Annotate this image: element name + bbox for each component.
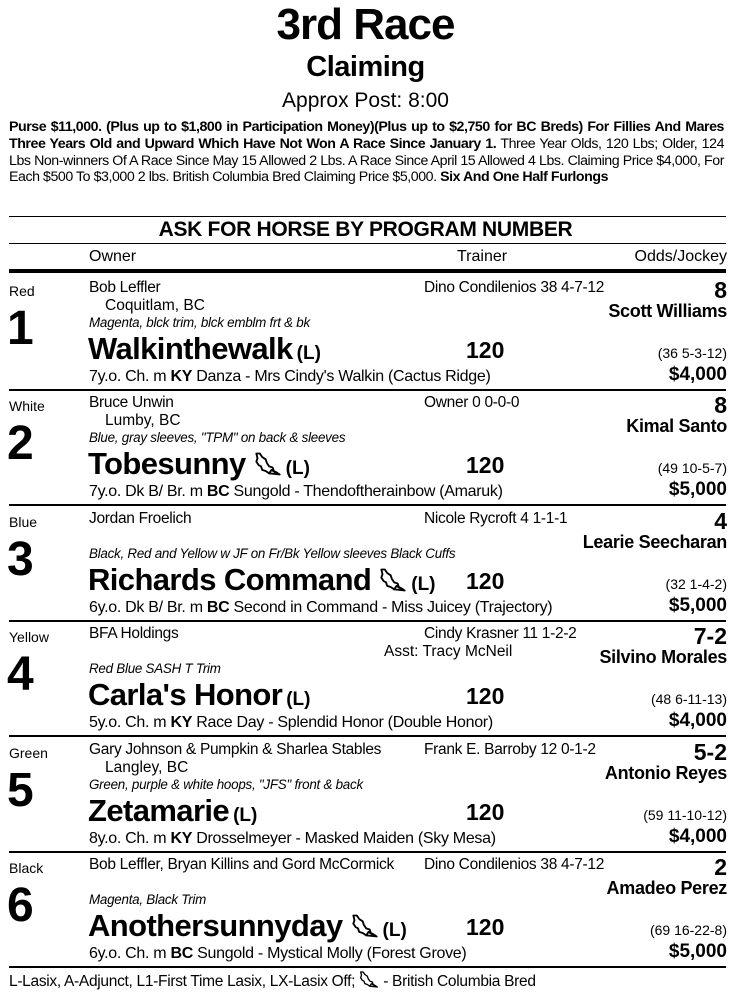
weight: 120 <box>466 452 505 478</box>
pedigree: Danza - Mrs Cindy's Walkin (Cactus Ridge) <box>192 368 491 385</box>
owner-column-header: Owner <box>89 248 137 265</box>
trainer: Dino Condilenios 38 4-7-12 <box>424 856 605 873</box>
entry-divider <box>9 966 726 968</box>
horse-name-text: Tobesunny <box>88 446 246 481</box>
divider <box>9 243 726 244</box>
age-sex: 7y.o. Ch. m <box>89 368 171 385</box>
bc-bred-icon <box>246 446 282 481</box>
silks-description: Magenta, Black Trim <box>89 892 207 907</box>
medication: (L) <box>382 920 407 941</box>
saddlecloth-color: Blue <box>9 514 38 530</box>
weight: 120 <box>466 799 505 825</box>
jockey-record: (32 1-4-2) <box>665 576 727 592</box>
jockey-record: (48 6-11-13) <box>650 691 727 707</box>
trainer: Owner 0 0-0-0 <box>424 394 520 411</box>
pedigree: Drosselmeyer - Masked Maiden (Sky Mesa) <box>192 830 496 847</box>
claiming-price: $4,000 <box>668 826 727 847</box>
weight: 120 <box>466 914 505 940</box>
foaled-state: BC <box>170 945 193 962</box>
saddlecloth-color: Black <box>9 860 44 876</box>
program-number: 3 <box>7 533 34 586</box>
medication-legend: L-Lasix, A-Adjunct, L1-First Time Lasix, LX-Lasix Off; <box>9 973 360 990</box>
jockey-record: (36 5-3-12) <box>657 345 727 361</box>
race-distance: Six And One Half Furlongs <box>440 169 609 186</box>
horse-name-text: Walkinthewalk <box>88 331 293 366</box>
owner-location: Langley, BC <box>105 759 189 776</box>
jockey-name: Scott Williams <box>608 301 727 321</box>
program-number: 6 <box>7 879 34 932</box>
breeding <box>89 829 496 849</box>
foaled-state: KY <box>170 714 193 731</box>
entry-row <box>0 506 731 621</box>
program-number: 1 <box>7 302 34 355</box>
silks-description: Black, Red and Yellow w JF on Fr/Bk Yellow sleeves Black Cuffs <box>89 546 456 561</box>
program-number: 5 <box>7 764 34 817</box>
pedigree: Sungold - Mystical Molly (Forest Grove) <box>192 945 467 962</box>
age-sex: 6y.o. Ch. m <box>89 945 171 962</box>
owner-name: Bob Leffler, Bryan Killins and Gord McCormick <box>89 856 394 873</box>
entry-row <box>0 275 731 390</box>
horse-name-text: Zetamarie <box>88 793 230 828</box>
breeding <box>89 713 493 733</box>
owner-name: Bruce Unwin <box>89 394 174 411</box>
age-sex: 7y.o. Dk B/ Br. m <box>89 483 207 500</box>
bc-bred-legend: - British Columbia Bred <box>379 973 536 990</box>
claiming-price: $4,000 <box>668 710 727 731</box>
foaled-state: KY <box>170 830 193 847</box>
saddlecloth-color: Yellow <box>9 629 49 645</box>
morning-line-odds: 4 <box>714 508 727 534</box>
silks-description: Magenta, blck trim, blck emblm frt & bk <box>89 315 310 330</box>
claiming-price: $5,000 <box>668 595 727 616</box>
claiming-price: $4,000 <box>668 364 727 385</box>
morning-line-odds: 8 <box>714 392 727 418</box>
trainer-column-header: Trainer <box>457 248 508 265</box>
silks-description: Blue, gray sleeves, "TPM" on back & sleeves <box>89 430 346 445</box>
jockey-name: Learie Seecharan <box>582 532 727 552</box>
owner-location: Coquitlam, BC <box>105 297 205 314</box>
entry-row <box>0 390 731 505</box>
horse-name-text: Anothersunnyday <box>88 908 343 943</box>
jockey-record: (49 10-5-7) <box>657 460 727 476</box>
bc-bred-icon <box>371 562 407 597</box>
medication: (L) <box>285 458 310 479</box>
jockey-name: Amadeo Perez <box>606 878 727 898</box>
age-sex: 8y.o. Ch. m <box>89 830 171 847</box>
jockey-name: Kimal Santo <box>626 416 727 436</box>
race-type: Claiming <box>306 51 425 83</box>
medication: (L) <box>296 343 321 364</box>
morning-line-odds: 7-2 <box>693 623 727 649</box>
pedigree: Race Day - Splendid Honor (Double Honor) <box>192 714 493 731</box>
breeding <box>89 482 503 502</box>
medication: (L) <box>233 805 258 826</box>
trainer: Cindy Krasner 11 1-2-2 <box>424 625 577 642</box>
weight: 120 <box>466 683 505 709</box>
jockey-record: (69 16-22-8) <box>649 922 727 938</box>
bc-bred-icon <box>359 973 379 990</box>
jockey-name: Silvino Morales <box>599 647 727 667</box>
jockey-name: Antonio Reyes <box>604 763 727 783</box>
breeding <box>89 367 491 387</box>
program-number: 2 <box>7 417 34 470</box>
owner-name: BFA Holdings <box>89 625 179 642</box>
horse-name-text: Richards Command <box>88 562 372 597</box>
pedigree: Second in Command - Miss Juicey (Trajectory) <box>229 599 553 616</box>
breeding <box>89 598 552 618</box>
owner-location: Lumby, BC <box>105 412 181 429</box>
conditions-intro: Purse $11,000. (Plus up to $1,800 in Participation Money)(Plus up to $2,750 for BC Breds) For Fillies And Mares Three Years Old and Upward Which Have Not Won A Race Since January 1. <box>9 119 724 152</box>
morning-line-odds: 2 <box>714 854 727 880</box>
foaled-state: BC <box>206 483 230 500</box>
silks-description: Red Blue SASH T Trim <box>89 661 221 676</box>
trainer: Dino Condilenios 38 4-7-12 <box>424 279 605 296</box>
post-time: Approx Post: 8:00 <box>282 89 449 112</box>
owner-name: Jordan Froelich <box>89 510 192 527</box>
entry-row <box>0 621 731 736</box>
morning-line-odds: 8 <box>714 277 727 303</box>
saddlecloth-color: Red <box>9 283 35 299</box>
assistant-trainer: Asst: Tracy McNeil <box>384 643 513 660</box>
conditions-body: Three Year Olds, 120 Lbs; Older, 124 Lbs Non-winners Of A Race Since May 15 Allowed 2 Lbs. A Race Since April 15 Allowed 4 Lbs. Claiming Price $4,000, For Each $500 To $3,000 2 lbs. British Columbia Bred Claiming Price $5,000. <box>9 135 725 186</box>
entry-row <box>0 737 731 852</box>
foaled-state: BC <box>206 599 230 616</box>
trainer: Nicole Rycroft 4 1-1-1 <box>424 510 568 527</box>
header-divider <box>9 269 726 273</box>
program-number: 4 <box>7 648 34 701</box>
breeding <box>89 944 466 964</box>
horse-name-text: Carla's Honor <box>88 677 283 712</box>
medication: (L) <box>411 574 436 595</box>
race-conditions <box>9 119 724 186</box>
silks-description: Green, purple & white hoops, "JFS" front & back <box>89 777 363 792</box>
owner-name: Bob Leffler <box>89 279 161 296</box>
trainer: Frank E. Barroby 12 0-1-2 <box>424 741 596 758</box>
owner-name: Gary Johnson & Pumpkin & Sharlea Stables <box>89 741 382 758</box>
saddlecloth-color: Green <box>9 745 48 761</box>
foaled-state: KY <box>170 368 193 385</box>
footer-legend <box>9 971 536 992</box>
weight: 120 <box>466 568 505 594</box>
saddlecloth-color: White <box>9 398 45 414</box>
race-title: 3rd Race <box>276 0 455 49</box>
claiming-price: $5,000 <box>668 479 727 500</box>
claiming-price: $5,000 <box>668 941 727 962</box>
entry-row <box>0 852 731 967</box>
age-sex: 6y.o. Dk B/ Br. m <box>89 599 207 616</box>
morning-line-odds: 5-2 <box>693 739 727 765</box>
odds-jockey-column-header: Odds/Jockey <box>634 248 727 265</box>
age-sex: 5y.o. Ch. m <box>89 714 171 731</box>
medication: (L) <box>286 689 311 710</box>
ask-banner: ASK FOR HORSE BY PROGRAM NUMBER <box>158 218 573 241</box>
pedigree: Sungold - Thendoftherainbow (Amaruk) <box>229 483 503 500</box>
jockey-record: (59 11-10-12) <box>643 807 727 823</box>
bc-bred-icon <box>343 908 379 943</box>
weight: 120 <box>466 337 505 363</box>
